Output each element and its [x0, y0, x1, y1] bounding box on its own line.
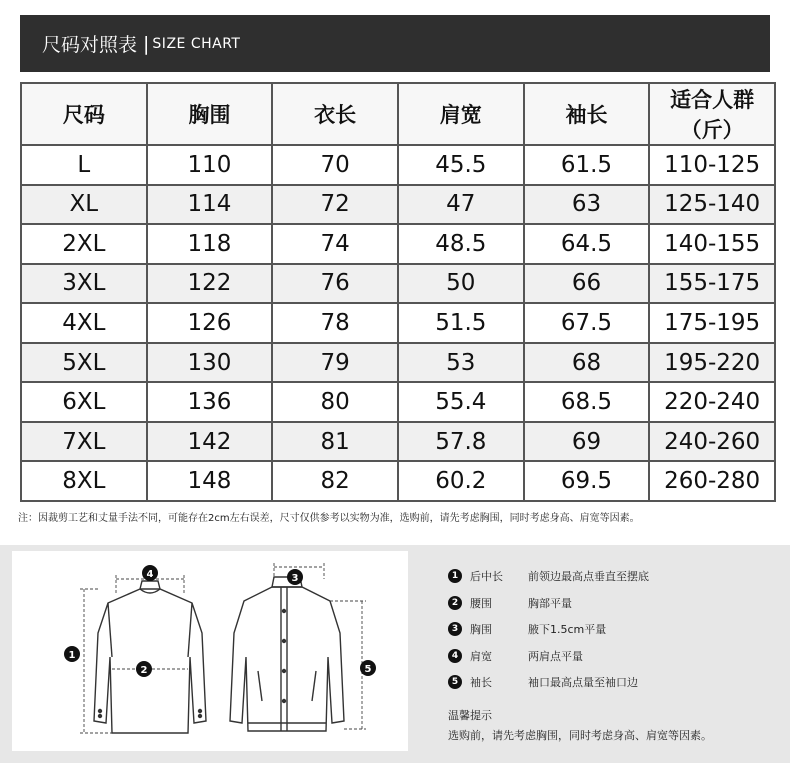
col-shoulder: 肩宽: [398, 83, 524, 145]
chest-cell: 110: [147, 145, 273, 185]
weight-range-cell: 140-155: [649, 224, 775, 264]
length-cell: 80: [272, 382, 398, 422]
table-row: [21, 461, 775, 501]
legend-description: 前领边最高点垂直至摆底: [528, 570, 649, 584]
size-cell: 4XL: [21, 303, 147, 343]
legend-description: 两肩点平量: [528, 649, 583, 663]
legend-name: 后中长: [470, 570, 503, 584]
weight-range-cell: 175-195: [649, 303, 775, 343]
tips-text: 选购前，请先考虑胸围，同时考虑身高、肩宽等因素。: [448, 729, 712, 742]
legend-name: 袖长: [470, 676, 492, 690]
table-row: [21, 343, 775, 383]
title-chinese: 尺码对照表: [42, 34, 138, 56]
legend-number: 5: [448, 675, 462, 689]
sleeve-cell: 66: [524, 264, 650, 304]
table-row: [21, 303, 775, 343]
legend-item: [448, 643, 649, 670]
col-size: 尺码: [21, 83, 147, 145]
measurement-markers: [64, 565, 376, 677]
legend-number: 1: [448, 569, 462, 583]
length-cell: 81: [272, 422, 398, 462]
legend-item: [448, 616, 649, 643]
table-header-row: [21, 83, 775, 145]
title-bar: [20, 15, 770, 72]
size-cell: 3XL: [21, 264, 147, 304]
length-cell: 79: [272, 343, 398, 383]
weight-range-cell: 155-175: [649, 264, 775, 304]
legend-description: 胸部平量: [528, 596, 572, 610]
col-chest: 胸围: [147, 83, 273, 145]
marker-2: 2: [140, 665, 148, 676]
chest-cell: 142: [147, 422, 273, 462]
sleeve-cell: 61.5: [524, 145, 650, 185]
garment-illustration: [12, 551, 408, 751]
length-cell: 82: [272, 461, 398, 501]
legend-name: 肩宽: [470, 649, 492, 663]
chest-cell: 130: [147, 343, 273, 383]
chest-cell: 126: [147, 303, 273, 343]
col-sleeve: 袖长: [524, 83, 650, 145]
size-table: [20, 82, 776, 502]
measurement-legend: [448, 563, 649, 696]
jacket-back-view: [94, 581, 206, 733]
shoulder-cell: 57.8: [398, 422, 524, 462]
legend-item: [448, 563, 649, 590]
size-cell: 5XL: [21, 343, 147, 383]
measurement-note: 注：因裁剪工艺和丈量手法不同，可能存在2cm左右误差，尺寸仅供参考以实物为准，选购前，请先考虑胸围，同时考虑身高、肩宽等因素。: [18, 513, 640, 524]
col-weight-range: 适合人群（斤）: [649, 83, 775, 145]
legend-description: 腋下1.5cm平量: [528, 623, 607, 637]
marker-3: 3: [291, 573, 299, 584]
legend-name: 胸围: [470, 623, 492, 637]
sleeve-cell: 63: [524, 185, 650, 225]
length-cell: 74: [272, 224, 398, 264]
weight-range-cell: 125-140: [649, 185, 775, 225]
shoulder-cell: 50: [398, 264, 524, 304]
legend-item: [448, 590, 649, 617]
shoulder-cell: 48.5: [398, 224, 524, 264]
size-cell: 7XL: [21, 422, 147, 462]
marker-1: 1: [68, 650, 76, 661]
chest-cell: 148: [147, 461, 273, 501]
shoulder-cell: 45.5: [398, 145, 524, 185]
legend-item: [448, 669, 649, 696]
weight-range-cell: 260-280: [649, 461, 775, 501]
measurement-diagram-panel: [0, 545, 790, 763]
table-row: [21, 264, 775, 304]
weight-range-cell: 220-240: [649, 382, 775, 422]
garment-diagram: [12, 551, 408, 751]
legend-number: 3: [448, 622, 462, 636]
table-row: [21, 422, 775, 462]
table-row: [21, 185, 775, 225]
shoulder-cell: 55.4: [398, 382, 524, 422]
marker-4: 4: [146, 569, 154, 580]
sleeve-cell: 67.5: [524, 303, 650, 343]
shoulder-cell: 51.5: [398, 303, 524, 343]
length-cell: 78: [272, 303, 398, 343]
shoulder-cell: 53: [398, 343, 524, 383]
length-cell: 72: [272, 185, 398, 225]
sleeve-cell: 68.5: [524, 382, 650, 422]
size-cell: XL: [21, 185, 147, 225]
chest-cell: 114: [147, 185, 273, 225]
weight-range-cell: 110-125: [649, 145, 775, 185]
sleeve-cell: 69.5: [524, 461, 650, 501]
table-row: [21, 382, 775, 422]
table-row: [21, 145, 775, 185]
size-cell: 8XL: [21, 461, 147, 501]
size-cell: L: [21, 145, 147, 185]
table-row: [21, 224, 775, 264]
title-separator: |: [143, 32, 150, 55]
sleeve-cell: 69: [524, 422, 650, 462]
length-cell: 70: [272, 145, 398, 185]
chest-cell: 122: [147, 264, 273, 304]
tips-title: 温馨提示: [448, 709, 492, 722]
col-length: 衣长: [272, 83, 398, 145]
size-cell: 2XL: [21, 224, 147, 264]
measurement-marker-labels: [69, 569, 372, 676]
chest-cell: 136: [147, 382, 273, 422]
legend-description: 袖口最高点量至袖口边: [528, 676, 638, 690]
size-cell: 6XL: [21, 382, 147, 422]
length-cell: 76: [272, 264, 398, 304]
weight-range-cell: 195-220: [649, 343, 775, 383]
jacket-front-view: [230, 577, 344, 731]
chest-cell: 118: [147, 224, 273, 264]
shoulder-cell: 47: [398, 185, 524, 225]
shoulder-cell: 60.2: [398, 461, 524, 501]
title-english: SIZE CHART: [152, 35, 241, 52]
measurement-lines: [80, 563, 366, 733]
legend-number: 4: [448, 649, 462, 663]
table-body: [21, 145, 775, 501]
sleeve-cell: 68: [524, 343, 650, 383]
legend-number: 2: [448, 596, 462, 610]
legend-name: 腰围: [470, 596, 492, 610]
marker-5: 5: [364, 664, 372, 675]
sleeve-cell: 64.5: [524, 224, 650, 264]
weight-range-cell: 240-260: [649, 422, 775, 462]
